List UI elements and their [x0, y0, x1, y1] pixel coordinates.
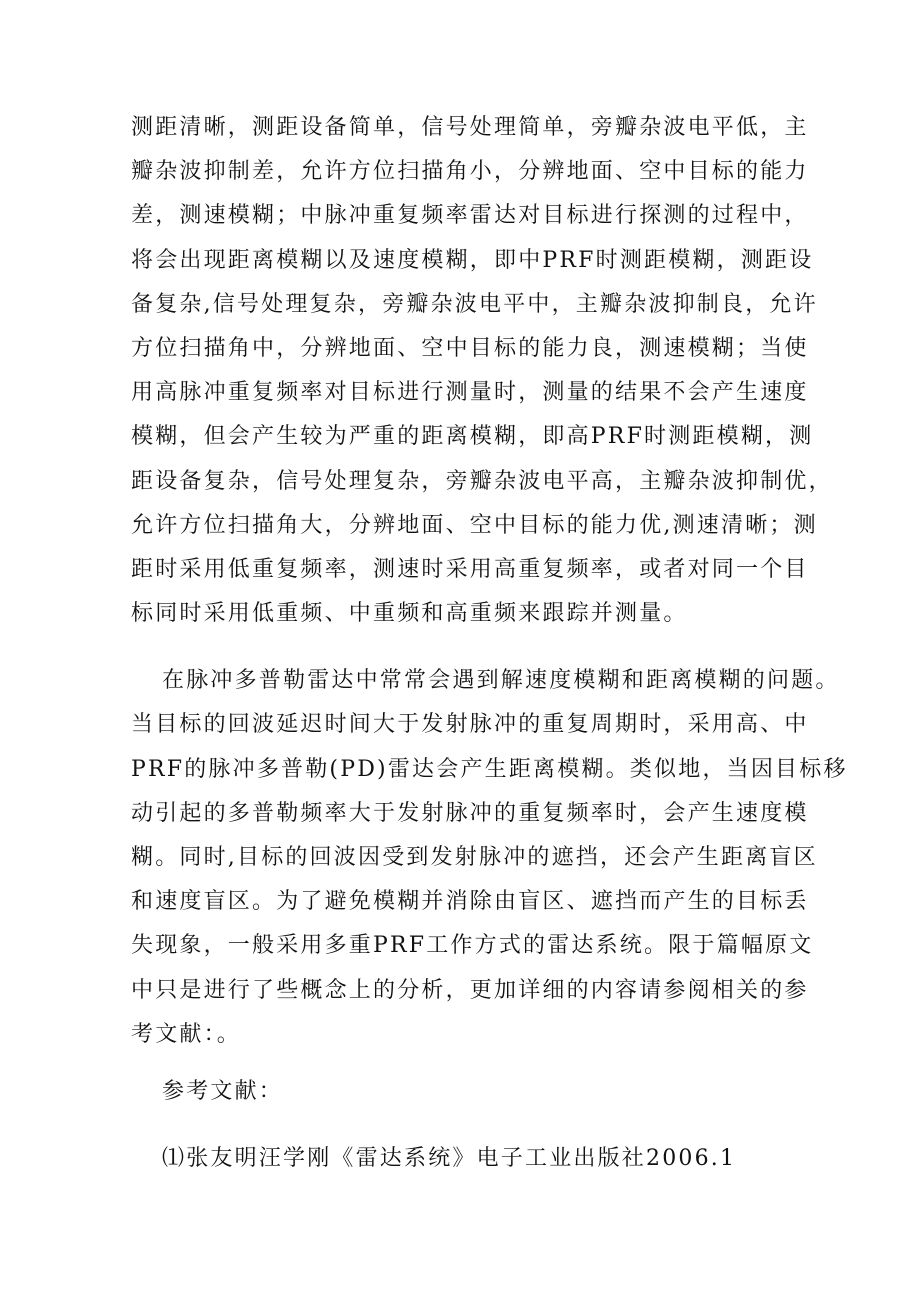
paragraph-line: 瓣杂波抑制差，允许方位扫描角小，分辨地面、空中目标的能力	[131, 159, 809, 184]
paragraph-line: 动引起的多普勒频率大于发射脉冲的重复频率时，会产生速度模	[131, 801, 809, 826]
paragraph-line: 测距清晰，测距设备简单，信号处理简单，旁瓣杂波电平低，主	[131, 115, 809, 140]
paragraph-line: 距时采用低重复频率，测速时采用高重复频率，或者对同一个目	[131, 557, 809, 582]
paragraph-line: 允许方位扫描角大，分辨地面、空中目标的能力优,测速清晰；测	[131, 513, 818, 538]
references-heading: 参考文献：	[162, 1079, 284, 1104]
paragraph-line: 距设备复杂，信号处理复杂，旁瓣杂波电平高，主瓣杂波抑制优，	[131, 469, 833, 494]
paragraph-line: 标同时采用低重频、中重频和高重频来跟踪并测量。	[131, 601, 688, 626]
paragraph-line: 失现象，一般采用多重PRF工作方式的雷达系统。限于篇幅原文	[131, 933, 814, 958]
paragraph-line: 糊。同时,目标的回波因受到发射脉冲的遮挡，还会产生距离盲区	[131, 845, 818, 870]
reference-item: ⑴张友明汪学刚《雷达系统》电子工业出版社2006.1	[162, 1146, 737, 1171]
paragraph-line: 和速度盲区。为了避免模糊并消除由盲区、遮挡而产生的目标丢	[131, 889, 809, 914]
paragraph-line: 在脉冲多普勒雷达中常常会遇到解速度模糊和距离模糊的问题。	[162, 668, 840, 693]
paragraph-line: 考文献：。	[131, 1022, 242, 1047]
paragraph-line: 将会出现距离模糊以及速度模糊，即中PRF时测距模糊，测距设	[131, 248, 814, 273]
paragraph-line: 中只是进行了些概念上的分析，更加详细的内容请参阅相关的参	[131, 978, 809, 1003]
paragraph-line: 用高脉冲重复频率对目标进行测量时，测量的结果不会产生速度	[131, 380, 809, 405]
paragraph-line: 方位扫描角中，分辨地面、空中目标的能力良，测速模糊；当使	[131, 336, 809, 361]
paragraph-line: 差，测速模糊；中脉冲重复频率雷达对目标进行探测的过程中，	[131, 203, 809, 228]
paragraph-line: 当目标的回波延迟时间大于发射脉冲的重复周期时，采用高、中	[131, 712, 809, 737]
paragraph-line: 备复杂,信号处理复杂，旁瓣杂波电平中，主瓣杂波抑制良，允许	[131, 292, 818, 317]
paragraph-line: PRF的脉冲多普勒(PD)雷达会产生距离模糊。类似地，当因目标移	[131, 757, 848, 782]
paragraph-line: 模糊，但会产生较为严重的距离模糊，即高PRF时测距模糊，测	[131, 424, 814, 449]
